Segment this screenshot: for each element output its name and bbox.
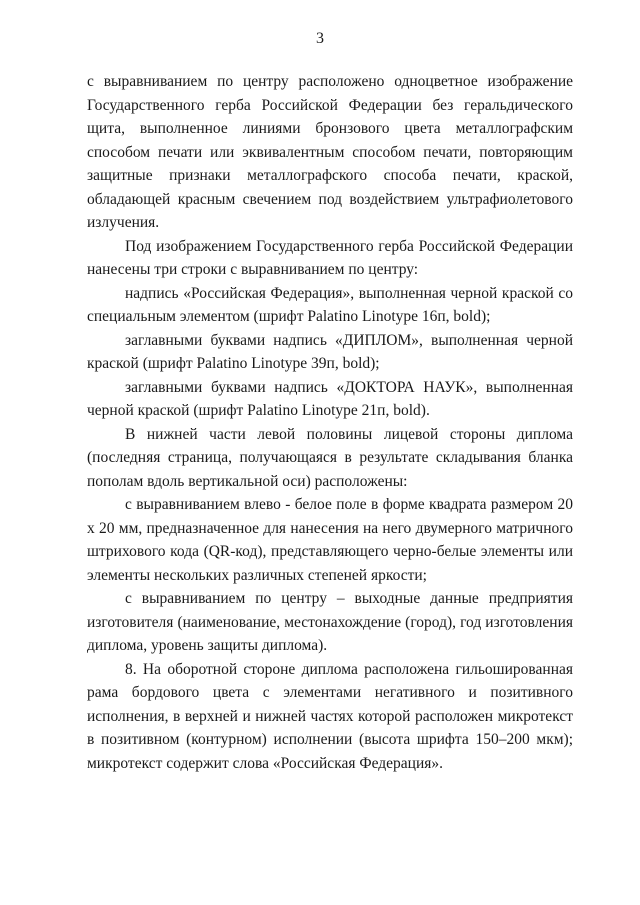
paragraph-lower-left-section: В нижней части левой половины лицевой стороны диплома (последняя страница, получающаяся в результате складывания бланка пополам вдоль вертикальной оси) расположены: — [87, 425, 573, 490]
paragraph-doctor-of-science-inscription: заглавными буквами надпись «ДОКТОРА НАУК», выполненная черной краской (шрифт Palatino Linotype 21п, bold). — [87, 378, 573, 419]
paragraph-three-lines-intro: Под изображением Государственного герба Российской Федерации нанесены три строки с выравниванием по центру: — [87, 237, 573, 278]
document-body — [87, 70, 573, 775]
paragraph-manufacturer-data: с выравниванием по центру – выходные данные предприятия изготовителя (наименование, местонахождение (город), год изготовления диплома, уровень защиты диплома). — [87, 590, 573, 654]
paragraph-reverse-side-frame: 8. На оборотной стороне диплома расположена гильошированная рама бордового цвета с элементами негативного и позитивного исполнения, в верхней и нижней частях которой расположен микротекст в позитивном (контурном) исполнении (высота шрифта 150–200 мкм); микротекст содержит слова «Российская Федерация». — [87, 660, 573, 772]
page-number: 3 — [316, 30, 324, 47]
paragraph-emblem-description: с выравниванием по центру расположено одноцветное изображение Государственного герба Российской Федерации без геральдического щита, выполненное линиями бронзового цвета металлографским способом печати или эквивалентным способом печати, повторяющим защитные признаки металлографского способа печати, краской, обладающей красным свечением под воздействием ультрафиолетового излучения. — [87, 73, 573, 231]
paragraph-russian-federation-inscription: надпись «Российская Федерация», выполненная черной краской со специальным элементом (шрифт Palatino Linotype 16п, bold); — [87, 284, 573, 325]
paragraph-qr-code-field: с выравниванием влево - белое поле в форме квадрата размером 20 х 20 мм, предназначенное для нанесения на него двумерного матричного штрихового кода (QR-код), представляющего черно-белые элементы или элементы нескольких различных степеней яркости; — [87, 496, 573, 584]
paragraph-diploma-inscription: заглавными буквами надпись «ДИПЛОМ», выполненная черной краской (шрифт Palatino Linotype 39п, bold); — [87, 331, 573, 372]
